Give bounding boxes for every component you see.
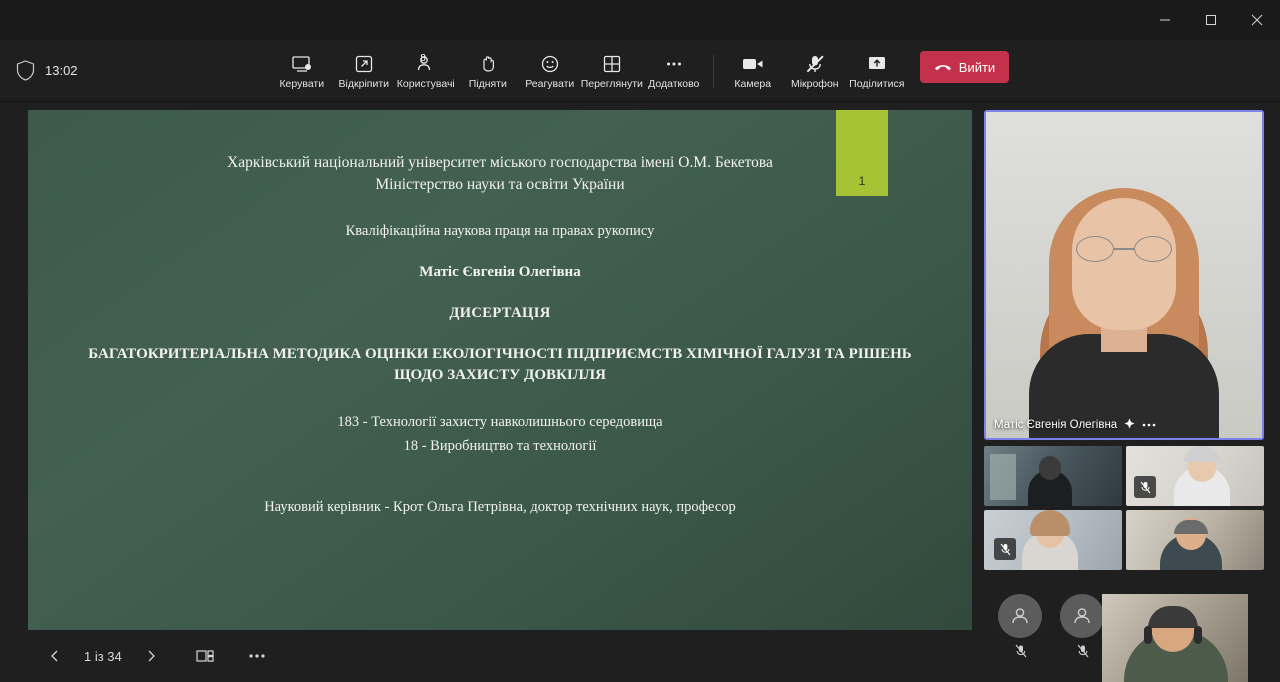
slide-next-button[interactable] — [138, 643, 164, 669]
toolbar-item-label: Поділитися — [849, 78, 905, 90]
chevron-left-icon — [48, 649, 62, 663]
toolbar-item-label: Відкріпити — [338, 78, 390, 90]
camera-icon — [741, 53, 765, 75]
slide-university: Харківський національний університет міського господарства імені О.М. Бекетова — [227, 154, 773, 171]
slide-more-button[interactable] — [244, 643, 270, 669]
slide-page-badge: 1 — [836, 110, 888, 196]
more-dots-icon[interactable] — [1142, 419, 1156, 431]
mute-indicator — [994, 538, 1016, 560]
slide-prev-button[interactable] — [42, 643, 68, 669]
participant-tile-3[interactable] — [984, 510, 1122, 570]
avatar — [1060, 594, 1104, 638]
slide-supervisor: Науковий керівник - Крот Ольга Петрівна, доктор технічних наук, професор — [264, 499, 736, 516]
avatar — [998, 594, 1042, 638]
meeting-toolbar — [0, 40, 1280, 102]
participant-tile-4[interactable] — [1126, 510, 1264, 570]
leave-meeting-label: Вийти — [958, 59, 996, 75]
slide-ministry: Міністерство науки та освіти України — [375, 176, 625, 194]
minimize-icon — [1159, 14, 1171, 26]
toolbar-item-raise-hand[interactable] — [457, 51, 519, 90]
face-shape — [1072, 198, 1176, 330]
tile-name-label — [994, 418, 1156, 432]
toolbar-item-label: Користувачі — [396, 78, 455, 90]
glasses-icon — [1076, 236, 1172, 262]
mute-indicator — [1134, 476, 1156, 498]
toolbar-item-control[interactable] — [271, 51, 333, 90]
close-icon — [1251, 14, 1263, 26]
mute-indicator — [998, 644, 1044, 658]
toolbar-item-popout[interactable] — [333, 51, 395, 90]
window-maximize-button[interactable] — [1188, 0, 1234, 40]
shared-content-area — [0, 102, 980, 682]
more-dots-icon — [664, 53, 684, 75]
toolbar-left-group — [0, 60, 200, 81]
toolbar-item-more[interactable] — [643, 51, 705, 90]
slide-layout-icon — [196, 648, 214, 664]
toolbar-item-camera[interactable] — [722, 51, 784, 90]
popout-icon — [354, 53, 374, 75]
toolbar-item-microphone[interactable] — [784, 51, 846, 90]
participant-tile-2[interactable] — [1126, 446, 1264, 506]
meeting-stage — [0, 102, 1280, 682]
mute-indicator — [1060, 644, 1106, 658]
more-dots-icon — [248, 648, 266, 664]
toolbar-item-label: Переглянути — [580, 78, 643, 90]
slide-counter: 1 із 34 — [84, 648, 122, 664]
audio-participant-1[interactable] — [998, 594, 1044, 658]
toolbar-item-view[interactable] — [581, 51, 643, 90]
toolbar-item-label: Реагувати — [525, 78, 575, 90]
slide-text-block — [28, 110, 972, 516]
participants-rail — [980, 102, 1280, 682]
slide-field: 18 - Виробництво та технології — [403, 437, 597, 454]
toolbar-item-share[interactable] — [846, 51, 908, 90]
audio-participant-2[interactable] — [1060, 594, 1106, 658]
share-screen-icon — [867, 53, 887, 75]
raise-hand-icon — [478, 53, 498, 75]
toolbar-item-reactions[interactable] — [519, 51, 581, 90]
view-grid-icon — [602, 53, 622, 75]
window-close-button[interactable] — [1234, 0, 1280, 40]
participant-tile-5[interactable] — [1102, 594, 1248, 682]
toolbar-divider — [713, 54, 714, 88]
toolbar-item-label: Керувати — [279, 78, 325, 90]
slide-layout-button[interactable] — [192, 643, 218, 669]
participant-tile-1[interactable] — [984, 446, 1122, 506]
slide-title: БАГАТОКРИТЕРІАЛЬНА МЕТОДИКА ОЦІНКИ ЕКОЛОГІЧНОСТІ ПІДПРИЄМСТВ ХІМІЧНОЇ ГАЛУЗІ ТА РІШЕНЬ ЩОДО ЗАХИСТУ ДОВКІЛЛЯ — [88, 345, 912, 383]
toolbar-item-label: Мікрофон — [790, 78, 839, 90]
reactions-icon — [540, 53, 560, 75]
participant-thumbnail-grid — [984, 446, 1264, 570]
people-count-badge: 8 — [420, 53, 426, 64]
leave-meeting-button[interactable] — [920, 51, 1009, 83]
hangup-icon — [934, 60, 952, 75]
audio-only-area — [984, 576, 1264, 682]
pin-icon — [1124, 418, 1135, 432]
shield-icon — [16, 60, 35, 81]
present-control-icon — [291, 53, 313, 75]
slide-manuscript: Кваліфікаційна наукова праця на правах рукопису — [345, 222, 655, 239]
toolbar-item-people[interactable] — [395, 51, 457, 90]
toolbar-item-label: Підняти — [468, 78, 507, 90]
slide-doc-type: ДИСЕРТАЦІЯ — [449, 304, 551, 321]
active-speaker-tile[interactable] — [984, 110, 1264, 440]
maximize-icon — [1205, 14, 1217, 26]
window-minimize-button[interactable] — [1142, 0, 1188, 40]
window-title-bar — [0, 0, 1280, 40]
meeting-timer: 13:02 — [45, 63, 78, 78]
microphone-icon — [806, 53, 824, 75]
presentation-slide[interactable] — [28, 110, 972, 630]
slide-controls — [28, 630, 972, 682]
chevron-right-icon — [144, 649, 158, 663]
toolbar-item-label: Додатково — [648, 78, 700, 90]
slide-specialty: 183 - Технології захисту навколишнього середовища — [337, 413, 663, 430]
people-icon — [416, 53, 436, 75]
participant-name: Матіс Євгенія Олегівна — [994, 419, 1118, 431]
toolbar-item-label: Камера — [734, 78, 772, 90]
slide-author: Матіс Євгенія Олегівна — [419, 263, 581, 280]
